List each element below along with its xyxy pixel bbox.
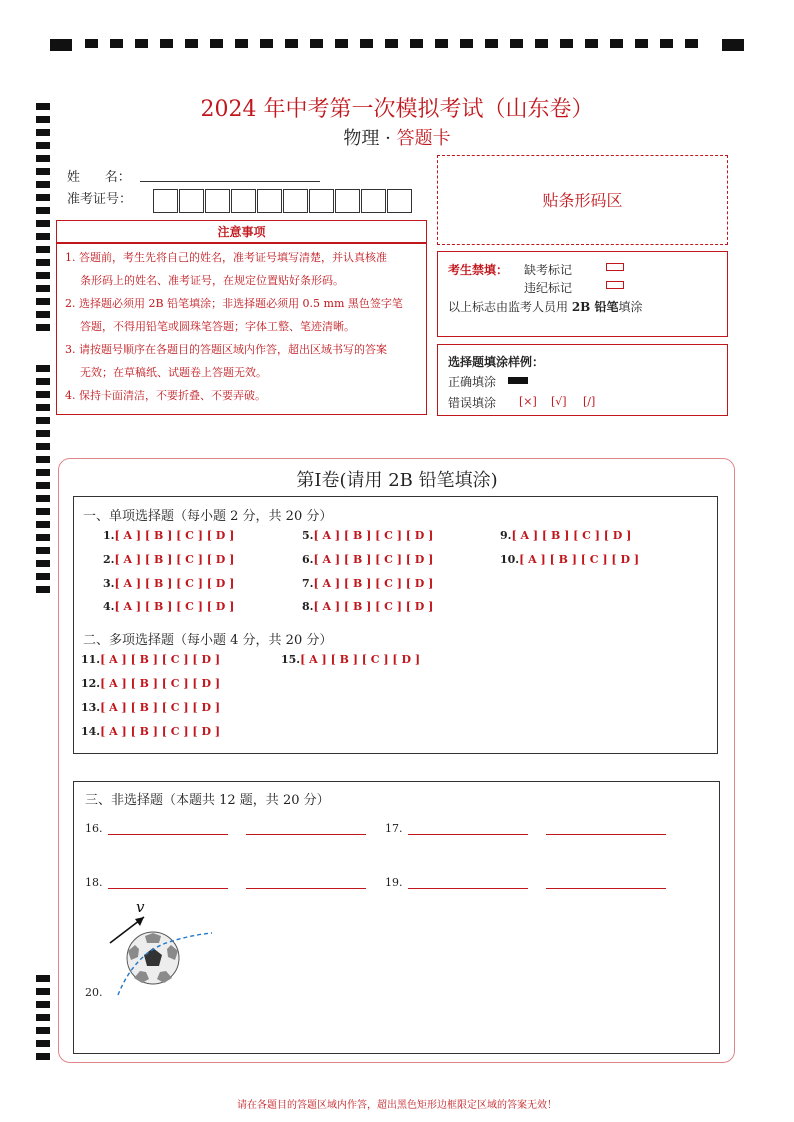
- question-number: 2.: [103, 553, 115, 566]
- exam-digit-box[interactable]: [361, 189, 386, 213]
- name-input-line[interactable]: [140, 167, 320, 182]
- question-row[interactable]: [81, 725, 220, 738]
- barcode-area[interactable]: [437, 155, 728, 245]
- question-number: 12.: [81, 677, 101, 690]
- question-options[interactable]: [ A ] [ B ] [ C ] [ D ]: [313, 529, 434, 542]
- question-number: 1.: [103, 529, 115, 542]
- exam-digit-box[interactable]: [153, 189, 178, 213]
- question-number: 17.: [385, 822, 403, 835]
- note-line: 条形码上的姓名、准考证号，在规定位置贴好条形码。: [80, 274, 344, 287]
- exam-digit-box[interactable]: [231, 189, 256, 213]
- answer-blank[interactable]: [546, 822, 666, 835]
- question-number: 5.: [302, 529, 314, 542]
- page-title: 2024 年中考第一次模拟考试（山东卷）: [200, 97, 594, 122]
- wrong-fill-label: 错误填涂: [448, 396, 497, 410]
- fill-example-box: [437, 344, 728, 416]
- card-type-label: 答题卡: [396, 128, 451, 149]
- non-choice-heading: 三、非选择题（本题共 12 题，共 20 分）: [85, 793, 330, 808]
- exam-digit-box[interactable]: [179, 189, 204, 213]
- question-row[interactable]: [103, 553, 234, 566]
- multi-choice-heading: 二、多项选择题（每小题 4 分，共 20 分）: [83, 633, 333, 648]
- note-line: 答题，不得用铅笔或圆珠笔答题；字体工整、笔迹清晰。: [80, 320, 355, 333]
- answer-blank[interactable]: [408, 876, 528, 889]
- notes-title: 注意事项: [217, 225, 266, 239]
- prohibited-note-bold: 2B 铅笔: [571, 300, 619, 314]
- fill-example-title: 选择题填涂样例：: [448, 355, 545, 369]
- question-options[interactable]: [ A ] [ B ] [ C ] [ D ]: [114, 529, 235, 542]
- question-number: 14.: [81, 725, 101, 738]
- prohibited-note: [448, 298, 643, 315]
- prohibited-box: [437, 251, 728, 337]
- question-options[interactable]: [ A ] [ B ] [ C ] [ D ]: [313, 600, 434, 613]
- question-number: 9.: [500, 529, 512, 542]
- note-line: 1. 答题前，考生先将自己的姓名，准考证号填写清楚，并认真核准: [65, 251, 387, 264]
- question-number: 16.: [85, 822, 103, 835]
- exam-digit-box[interactable]: [335, 189, 360, 213]
- question-options[interactable]: [ A ] [ B ] [ C ] [ D ]: [100, 701, 221, 714]
- question-row[interactable]: [500, 529, 631, 542]
- name-label: 姓 名：: [67, 170, 131, 185]
- question-number: 8.: [302, 600, 314, 613]
- question-number: 4.: [103, 600, 115, 613]
- question-options[interactable]: [ A ] [ B ] [ C ] [ D ]: [100, 653, 221, 666]
- soccer-ball-figure: [100, 895, 220, 1000]
- question-number: 20.: [85, 986, 103, 999]
- violation-mark-label: 违纪标记: [524, 281, 573, 295]
- subtitle-dot: ·: [385, 128, 391, 149]
- question-row[interactable]: [103, 529, 234, 542]
- question-options[interactable]: [ A ] [ B ] [ C ] [ D ]: [519, 553, 640, 566]
- wrong-mark-x: [×]: [519, 395, 537, 408]
- wrong-mark-check: [√]: [551, 395, 567, 408]
- question-number: 18.: [85, 876, 103, 889]
- question-options[interactable]: [ A ] [ B ] [ C ] [ D ]: [114, 600, 235, 613]
- question-options[interactable]: [ A ] [ B ] [ C ] [ D ]: [100, 725, 221, 738]
- question-row[interactable]: [500, 553, 639, 566]
- correct-fill-label: 正确填涂: [448, 375, 497, 389]
- question-options[interactable]: [ A ] [ B ] [ C ] [ D ]: [114, 577, 235, 590]
- notes-title-box: [56, 220, 427, 243]
- barcode-area-label: 贴条形码区: [542, 191, 623, 210]
- answer-blank[interactable]: [246, 876, 366, 889]
- notes-box: [56, 243, 427, 415]
- absent-mark-box[interactable]: [606, 263, 624, 271]
- question-options[interactable]: [ A ] [ B ] [ C ] [ D ]: [511, 529, 632, 542]
- question-number: 7.: [302, 577, 314, 590]
- question-number: 15.: [281, 653, 301, 666]
- question-number: 11.: [81, 653, 101, 666]
- subject-label: 物理: [343, 128, 380, 149]
- wrong-mark-slash: [/]: [583, 395, 596, 408]
- question-options[interactable]: [ A ] [ B ] [ C ] [ D ]: [313, 577, 434, 590]
- footer-warning: 请在各题目的答题区域内作答，超出黑色矩形边框限定区域的答案无效！: [237, 1100, 557, 1111]
- question-number: 3.: [103, 577, 115, 590]
- answer-blank[interactable]: [108, 876, 228, 889]
- question-options[interactable]: [ A ] [ B ] [ C ] [ D ]: [313, 553, 434, 566]
- single-choice-heading: 一、单项选择题（每小题 2 分，共 20 分）: [83, 509, 333, 524]
- violation-mark-box[interactable]: [606, 281, 624, 289]
- exam-number-label: 准考证号：: [67, 192, 133, 207]
- question-number: 6.: [302, 553, 314, 566]
- exam-digit-box[interactable]: [309, 189, 334, 213]
- answer-blank[interactable]: [546, 876, 666, 889]
- question-row[interactable]: [81, 701, 220, 714]
- answer-blank[interactable]: [408, 822, 528, 835]
- question-options[interactable]: [ A ] [ B ] [ C ] [ D ]: [300, 653, 421, 666]
- note-line: 2. 选择题必须用 2B 铅笔填涂；非选择题必须用 0.5 mm 黑色签字笔: [65, 297, 403, 310]
- question-options[interactable]: [ A ] [ B ] [ C ] [ D ]: [100, 677, 221, 690]
- question-options[interactable]: [ A ] [ B ] [ C ] [ D ]: [114, 553, 235, 566]
- question-row[interactable]: [81, 653, 220, 666]
- exam-digit-box[interactable]: [205, 189, 230, 213]
- page-subtitle: [0, 124, 794, 150]
- question-row[interactable]: [281, 653, 420, 666]
- question-row[interactable]: [302, 553, 433, 566]
- question-row[interactable]: [81, 677, 220, 690]
- prohibited-note-suffix: 填涂: [618, 300, 643, 314]
- question-number: 19.: [385, 876, 403, 889]
- prohibited-note-prefix: 以上标志由监考人员用: [448, 300, 572, 314]
- note-line: 3. 请按题号顺序在各题目的答题区域内作答，超出区域书写的答案: [65, 343, 387, 356]
- answer-blank[interactable]: [246, 822, 366, 835]
- question-row[interactable]: [103, 600, 234, 613]
- question-row[interactable]: [302, 577, 433, 590]
- velocity-arrowhead: [135, 917, 144, 926]
- prohibited-label: 考生禁填：: [448, 263, 509, 277]
- answer-blank[interactable]: [108, 822, 228, 835]
- velocity-label: v: [136, 898, 145, 916]
- correct-fill-sample: [508, 377, 528, 384]
- question-number: 10.: [500, 553, 520, 566]
- part1-title: 第Ⅰ卷(请用 2B 铅笔填涂): [296, 470, 498, 491]
- exam-digit-box[interactable]: [257, 189, 282, 213]
- exam-digit-box[interactable]: [283, 189, 308, 213]
- question-row[interactable]: [302, 600, 433, 613]
- question-number: 13.: [81, 701, 101, 714]
- note-line: 4. 保持卡面清洁，不要折叠、不要弄破。: [65, 389, 266, 402]
- question-row[interactable]: [302, 529, 433, 542]
- absent-mark-label: 缺考标记: [524, 263, 573, 277]
- exam-digit-box[interactable]: [387, 189, 412, 213]
- question-row[interactable]: [103, 577, 234, 590]
- note-line: 无效；在草稿纸、试题卷上答题无效。: [80, 366, 267, 379]
